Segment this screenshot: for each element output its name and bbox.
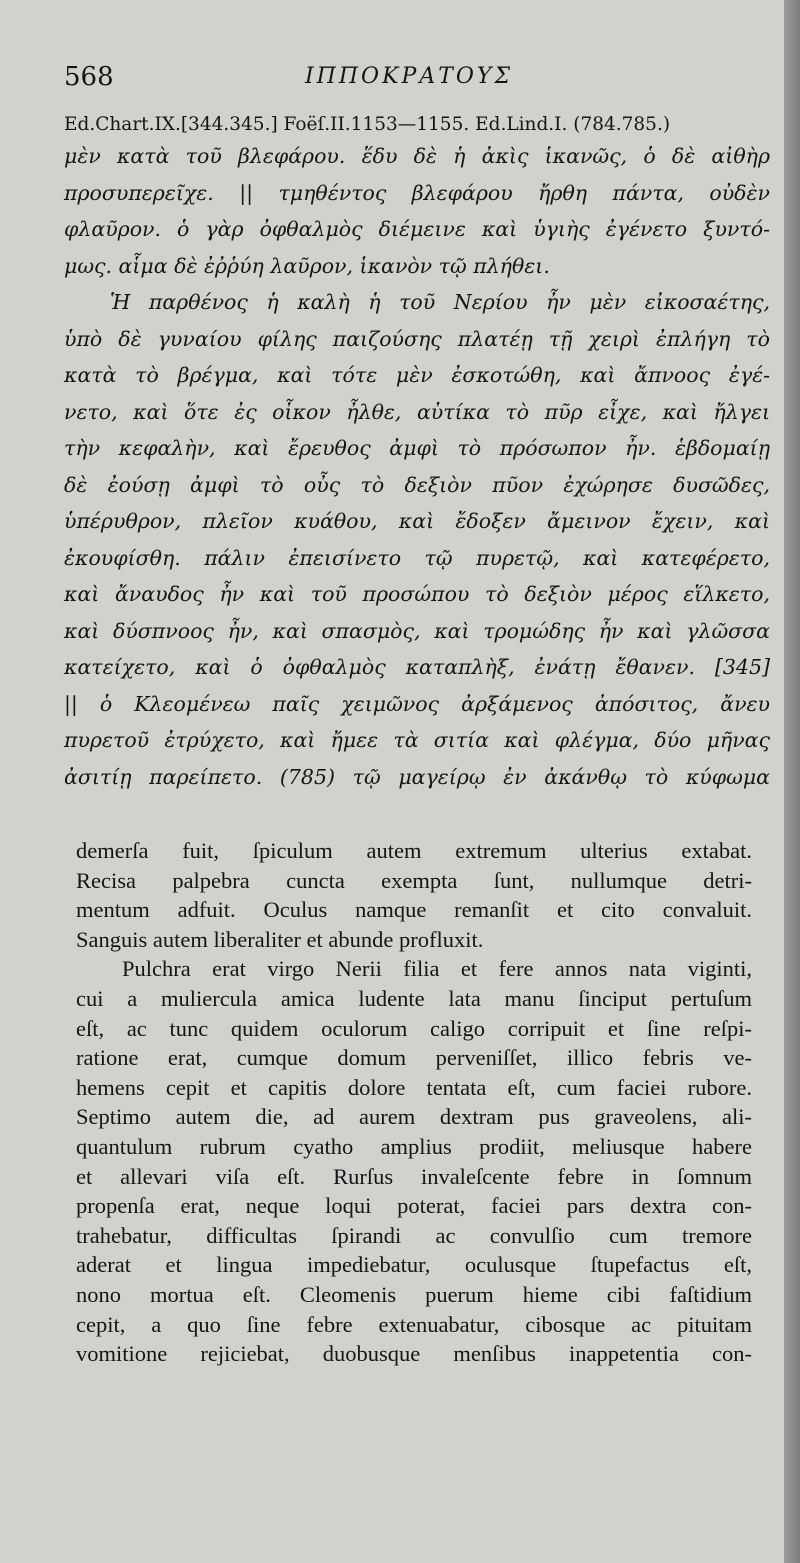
page-header: [64, 58, 754, 94]
greek-line: ἐκουφίσθη. πάλιν ἐπεισίνετο τῷ πυρετῷ, καὶ κατεφέρετο,: [64, 545, 770, 570]
latin-line: quantulum rubrum cyatho amplius prodiit, meliusque habere: [76, 1133, 752, 1159]
latin-line: ratione erat, cumque domum perveniſſet, illico febris ve-: [76, 1045, 752, 1071]
latin-line: Sanguis autem liberaliter et abunde profluxit.: [76, 926, 484, 952]
edition-references: Ed.Chart.IX.[344.345.] Foëſ.II.1153—1155. Ed.Lind.I. (784.785.): [64, 114, 671, 135]
latin-text-block: [76, 836, 752, 1369]
latin-line: Septimo autem die, ad aurem dextram pus graveolens, ali-: [76, 1104, 752, 1130]
greek-line: φλαῦρον. ὁ γὰρ ὀφθαλμὸς διέμεινε καὶ ὑγιὴς ἐγένετο ξυντό-: [64, 217, 770, 241]
latin-line: vomitione rejiciebat, duobusque menſibus inappetentia con-: [76, 1341, 752, 1367]
greek-line: πυρετοῦ ἐτρύχετο, καὶ ἤμεε τὰ σιτία καὶ φλέγμα, δύο μῆνας: [64, 728, 770, 752]
latin-line: eſt, ac tunc quidem oculorum caligo corripuit et ſine reſpi-: [76, 1015, 752, 1041]
greek-line: ἀσιτίῃ παρείπετο. (785) τῷ μαγείρῳ ἐν ἀκάνθῳ τὸ κύφωμα: [64, 764, 770, 789]
greek-line: ὑπέρυθρον, πλεῖον κυάθου, καὶ ἔδοξεν ἄμεινον ἔχειν, καὶ: [64, 509, 770, 533]
latin-line: propenſa erat, neque loqui poterat, faciei pars dextra con-: [76, 1193, 752, 1219]
page-binding-edge: [784, 0, 800, 1563]
greek-line: || ὁ Κλεομένεω παῖς χειμῶνος ἀρξάμενος ἀπόσιτος, ἄνευ: [64, 691, 770, 716]
latin-line: hemens cepit et capitis dolore tentata eſt, cum faciei rubore.: [76, 1074, 752, 1100]
greek-line: κατείχετο, καὶ ὁ ὀφθαλμὸς καταπλὴξ, ἐνάτῃ ἔθανεν. [345]: [64, 655, 770, 679]
greek-line: μως. αἷμα δὲ ἐῤῥύη λαῦρον, ἱκανὸν τῷ πλήθει.: [64, 253, 550, 278]
greek-line: κατὰ τὸ βρέγμα, καὶ τότε μὲν ἐσκοτώθη, καὶ ἄπνοος ἐγέ-: [64, 363, 770, 387]
latin-line: et allevari viſa eſt. Rurſus invaleſcente febre in ſomnum: [76, 1163, 752, 1189]
greek-line: Ἡ παρθένος ἡ καλὴ ἡ τοῦ Νερίου ἦν μὲν εἰκοσαέτης,: [110, 290, 770, 314]
latin-line: cepit, a quo ſine febre extenuabatur, cibosque ac pituitam: [76, 1311, 752, 1337]
page-number: 568: [64, 62, 114, 92]
latin-line: Pulchra erat virgo Nerii filia et fere annos nata viginti,: [122, 956, 752, 982]
latin-line: nono mortua eſt. Cleomenis puerum hieme cibi faſtidium: [76, 1281, 752, 1307]
latin-line: aderat et lingua impediebatur, oculusque ſtupefactus eſt,: [76, 1252, 752, 1278]
greek-line: μὲν κατὰ τοῦ βλεφάρου. ἕδυ δὲ ἡ ἀκὶς ἱκανῶς, ὁ δὲ αἰθὴρ: [64, 144, 770, 168]
greek-line: ὑπὸ δὲ γυναίου φίλης παιζούσης πλατέῃ τῇ χειρὶ ἐπλήγη τὸ: [64, 326, 770, 351]
greek-line: καὶ ἄναυδος ἦν καὶ τοῦ προσώπου τὸ δεξιὸν μέρος εἵλκετο,: [64, 582, 770, 606]
latin-line: Recisa palpebra cuncta exempta ſunt, nullumque detri-: [76, 867, 752, 893]
greek-line: καὶ δύσπνοος ἦν, καὶ σπασμὸς, καὶ τρομώδης ἦν καὶ γλῶσσα: [64, 618, 770, 643]
latin-line: cui a muliercula amica ludente lata manu ſinciput pertuſum: [76, 985, 752, 1011]
greek-line: νετο, καὶ ὅτε ἐς οἶκον ἦλθε, αὐτίκα τὸ πῦρ εἶχε, καὶ ἤλγει: [64, 399, 770, 424]
latin-line: trahebatur, difficultas ſpirandi ac convulſio cum tremore: [76, 1222, 752, 1248]
running-title: ΙΠΠΟΚΡΑΤΟΥΣ: [304, 64, 513, 89]
latin-line: mentum adfuit. Oculus namque remanſit et cito convaluit.: [76, 897, 752, 923]
greek-text-block: [64, 138, 770, 795]
greek-line: δὲ ἐούσῃ ἀμφὶ τὸ οὖς τὸ δεξιὸν πῦον ἐχώρησε δυσῶδες,: [64, 472, 770, 497]
latin-line: demerſa fuit, ſpiculum autem extremum ulterius extabat.: [76, 838, 752, 863]
greek-line: προσυπερεῖχε. || τμηθέντος βλεφάρου ἤρθη πάντα, οὐδὲν: [64, 180, 770, 205]
greek-line: τὴν κεφαλὴν, καὶ ἔρευθος ἀμφὶ τὸ πρόσωπον ἦν. ἑβδομαίῃ: [64, 436, 770, 460]
